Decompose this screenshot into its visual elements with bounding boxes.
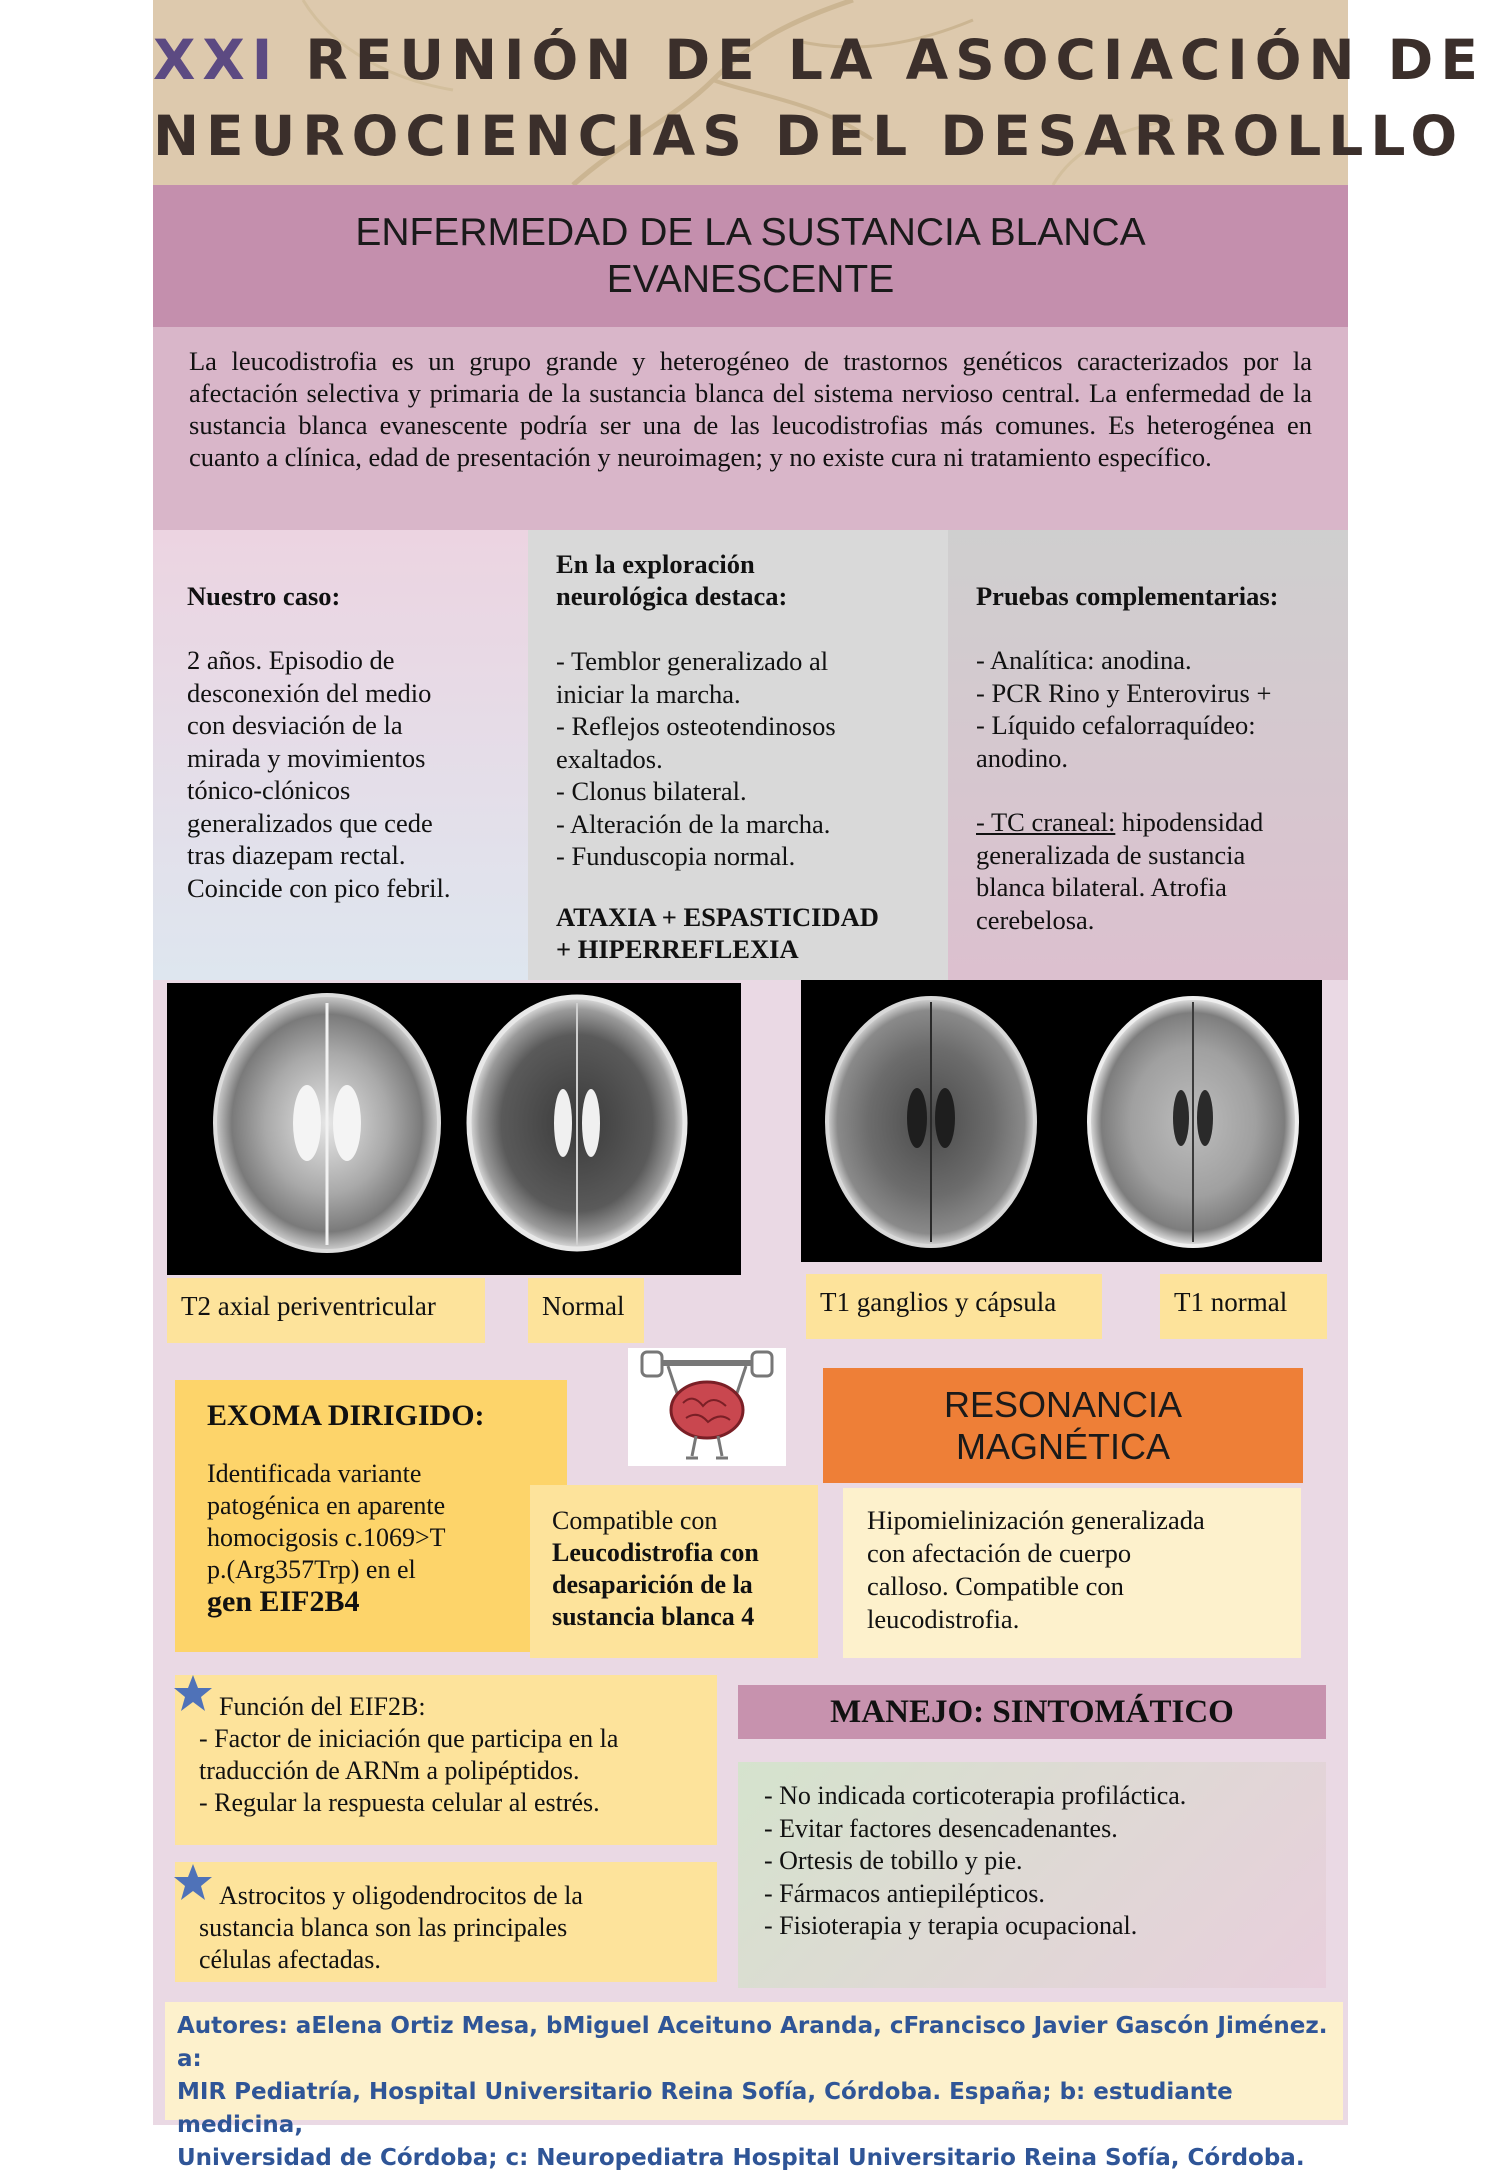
compatible-diagnosis-line-3: sustancia blanca 4 [552, 1602, 755, 1631]
header-title-line-1 [153, 28, 1485, 92]
case-column [153, 530, 528, 980]
mri-heading-line-1: RESONANCIA [943, 1384, 1183, 1425]
exome-line: p.(Arg357Trp) en el [207, 1555, 416, 1584]
exploration-item: - Clonus bilateral. [556, 776, 747, 806]
exploration-item: - Reflejos osteotendinosos [556, 711, 836, 741]
exome-box [175, 1380, 567, 1652]
management-heading: MANEJO: SINTOMÁTICO [738, 1685, 1326, 1739]
star-icon [173, 1673, 213, 1713]
eif2b-function-box [175, 1675, 717, 1845]
tests-body [976, 644, 1328, 936]
brain-lifting-weights-icon [628, 1348, 786, 1466]
compatible-box [530, 1485, 818, 1658]
intro-section [153, 327, 1348, 530]
authors-line: Autores: aElena Ortiz Mesa, bMiguel Aceituno Aranda, cFrancisco Javier Gascón Jiménez. a: [177, 2013, 1328, 2072]
poster-title-line-1: ENFERMEDAD DE LA SUSTANCIA BLANCA [355, 211, 1146, 254]
caption-t2-axial: T2 axial periventricular [167, 1278, 485, 1343]
case-line: mirada y movimientos [187, 742, 426, 773]
exploration-heading-line-2: neurológica destaca: [556, 581, 788, 611]
exploration-summary-line-2: + HIPERREFLEXIA [556, 934, 799, 964]
case-line: Coincide con pico febril. [187, 872, 451, 903]
exploration-summary [556, 901, 928, 966]
poster-title-line-2: EVANESCENTE [606, 258, 895, 301]
case-line: generalizados que cede [187, 807, 433, 838]
header-roman-numeral: XXI [153, 28, 280, 92]
caption-t1-normal: T1 normal [1160, 1274, 1327, 1339]
exome-line: Identificada variante [207, 1459, 422, 1488]
exploration-item: - Temblor generalizado al [556, 646, 829, 676]
tc-item [976, 806, 1328, 839]
tc-line: generalizada de sustancia [976, 839, 1246, 870]
tests-item: - PCR Rino y Enterovirus + [976, 677, 1272, 708]
exploration-item: - Alteración de la marcha. [556, 808, 831, 839]
compatible-prefix: Compatible con [552, 1506, 718, 1535]
management-item: - No indicada corticoterapia profiláctica. [764, 1781, 1187, 1810]
tc-line: cerebelosa. [976, 904, 1095, 935]
mri-line: con afectación de cuerpo [867, 1538, 1132, 1568]
mri-findings [843, 1488, 1301, 1658]
case-line: con desviación de la [187, 710, 403, 740]
exploration-item: - Funduscopia normal. [556, 841, 796, 871]
tests-item: - Líquido cefalorraquídeo: [976, 710, 1256, 740]
compatible-diagnosis-line-2: desaparición de la [552, 1570, 753, 1599]
tests-column [948, 530, 1348, 980]
tests-heading: Pruebas complementarias: [976, 581, 1279, 611]
header-title-line-2: NEUROCIENCIAS DEL DESARROLLLO [153, 104, 1465, 168]
poster [153, 0, 1485, 2171]
mri-line: calloso. Compatible con [867, 1571, 1124, 1601]
management-item: - Fármacos antiepilépticos. [764, 1878, 1045, 1908]
authors-line: Universidad de Córdoba; c: Neuropediatra Hospital Universitario Reina Sofía, Córdoba. [177, 2145, 1305, 2171]
eif2b-line: traducción de ARNm a polipéptidos. [199, 1756, 580, 1785]
tests-item: - Analítica: anodina. [976, 645, 1192, 675]
management-list [738, 1762, 1326, 1988]
exploration-summary-line-1: ATAXIA + ESPASTICIDAD [556, 901, 879, 932]
case-line: tras diazepam rectal. [187, 840, 406, 870]
exome-heading: EXOMA DIRIGIDO: [207, 1399, 485, 1432]
case-line: tónico-clónicos [187, 775, 351, 805]
eif2b-heading: Función del EIF2B: [219, 1692, 426, 1721]
tc-prefix: - [976, 807, 991, 837]
exploration-heading-line-1: En la exploración [556, 549, 755, 579]
mri-heading-line-2: MAGNÉTICA [955, 1426, 1170, 1467]
poster-title [153, 209, 1348, 303]
case-body [187, 644, 508, 904]
tests-item: anodino. [976, 742, 1068, 773]
tc-text: hipodensidad [1115, 807, 1264, 837]
eif2b-line: - Regular la respuesta celular al estrés. [199, 1788, 600, 1817]
title-band [153, 185, 1348, 327]
caption-t1-ganglios: T1 ganglios y cápsula [806, 1274, 1102, 1339]
management-item: - Ortesis de tobillo y pie. [764, 1846, 1023, 1875]
management-item: - Evitar factores desencadenantes. [764, 1813, 1118, 1843]
exome-line: homocigosis c.1069>T [207, 1523, 446, 1552]
exome-gene: gen EIF2B4 [207, 1585, 360, 1618]
mri-line: Hipomielinización generalizada [867, 1505, 1205, 1535]
authors-line: MIR Pediatría, Hospital Universitario Reina Sofía, Córdoba. España; b: estudiante medicina, [177, 2079, 1233, 2138]
exploration-item: exaltados. [556, 743, 663, 774]
mri-line: leucodistrofia. [867, 1604, 1020, 1634]
mri-image-t1 [801, 980, 1322, 1262]
exome-body [207, 1458, 567, 1618]
header-banner [153, 0, 1485, 185]
mri-image-t2 [167, 983, 741, 1275]
astrocytes-line: sustancia blanca son las principales [199, 1913, 568, 1942]
star-icon [173, 1862, 213, 1902]
astrocytes-line: Astrocitos y oligodendrocitos de la [219, 1881, 583, 1910]
case-line: desconexión del medio [187, 677, 432, 708]
authors-footer [165, 2002, 1343, 2171]
intro-text: La leucodistrofia es un grupo grande y heterogéneo de trastornos genéticos caracterizados por la afectación selectiva y primaria de la sustancia blanca del sistema nervioso central. La enfermedad de la sustancia blanca evanescente podría ser una de las leucodistrofias más comunes. Es heterogénea en cuanto a clínica, edad de presentación y neuroimagen; y no existe cura ni tratamiento específico. [189, 346, 1312, 472]
exploration-column [528, 530, 948, 980]
tc-label: TC craneal: [990, 807, 1116, 837]
caption-normal: Normal [528, 1278, 644, 1343]
mri-heading [823, 1368, 1303, 1483]
exploration-item: iniciar la marcha. [556, 678, 741, 709]
compatible-diagnosis-line-1: Leucodistrofia con [552, 1538, 759, 1567]
exome-line: patogénica en aparente [207, 1491, 446, 1520]
case-line: 2 años. Episodio de [187, 645, 395, 675]
exploration-body [556, 645, 928, 873]
eif2b-line: - Factor de iniciación que participa en la [199, 1724, 619, 1753]
tc-line: blanca bilateral. Atrofia [976, 872, 1227, 902]
astrocytes-box [175, 1862, 717, 1982]
management-item: - Fisioterapia y terapia ocupacional. [764, 1911, 1138, 1940]
exploration-heading [556, 548, 928, 612]
astrocytes-line: células afectadas. [199, 1945, 381, 1974]
case-heading: Nuestro caso: [187, 581, 341, 611]
header-title-line-1-text: REUNIÓN DE LA ASOCIACIÓN DE [279, 28, 1485, 92]
